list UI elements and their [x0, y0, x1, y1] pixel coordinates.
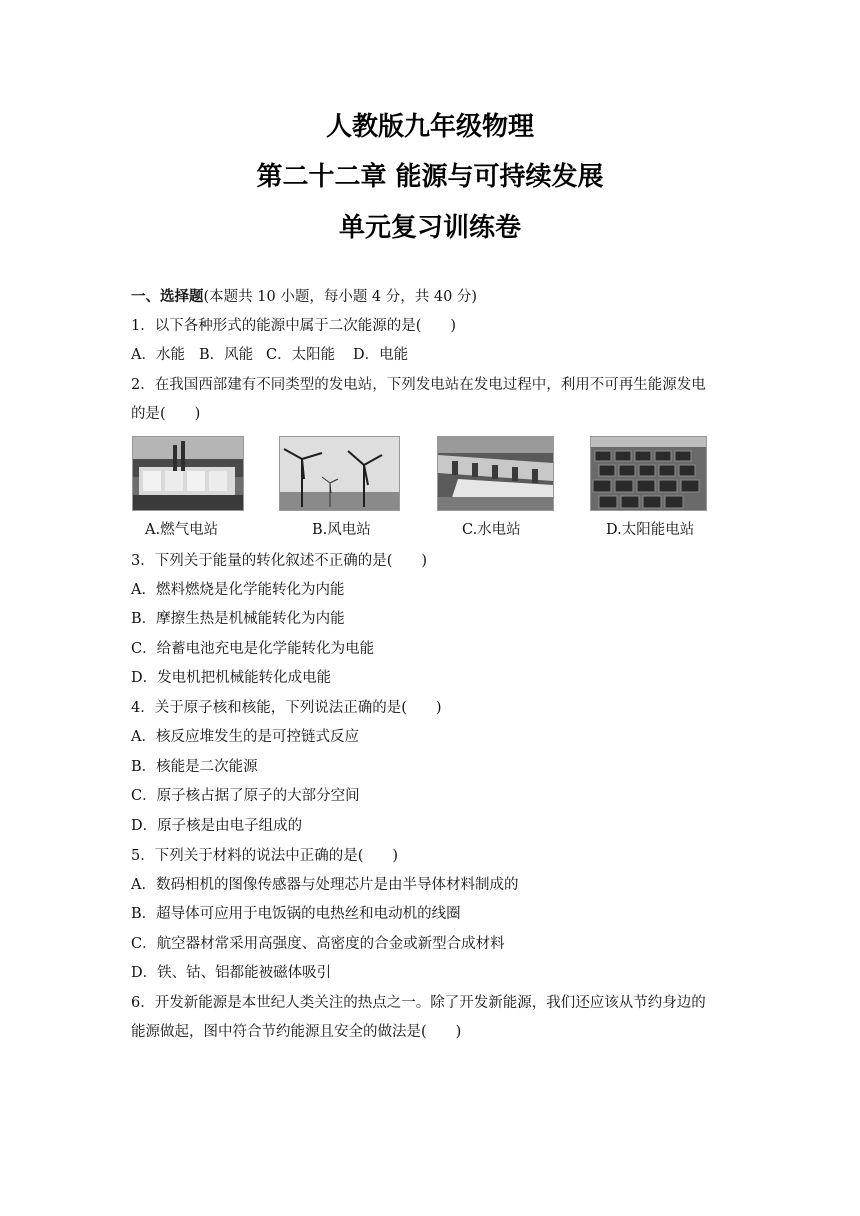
caption-a: A.燃气电站 — [145, 522, 219, 538]
question-5-option-c: C．航空器材常采用高强度、高密度的合金或新型合成材料 — [131, 936, 505, 952]
solar-panels-photo — [590, 436, 707, 511]
question-3-option-b: B．摩擦生热是机械能转化为内能 — [131, 611, 345, 627]
question-3-option-d: D．发电机把机械能转化成电能 — [131, 670, 332, 686]
question-4-stem: 4．关于原子核和核能，下列说法正确的是( ) — [131, 700, 442, 716]
caption-d: D.太阳能电站 — [606, 522, 695, 538]
unit-title: 单元复习训练卷 — [338, 213, 521, 243]
gas-power-station-photo — [132, 436, 244, 511]
option-d: D．电能 — [353, 347, 409, 363]
chapter-title: 第二十二章 能源与可持续发展 — [256, 162, 604, 192]
question-5-option-d: D．铁、钴、铝都能被磁体吸引 — [131, 965, 332, 981]
question-1-stem: 1．以下各种形式的能源中属于二次能源的是( ) — [131, 318, 457, 334]
question-6-stem-line1: 6．开发新能源是本世纪人类关注的热点之一。除了开发新能源，我们还应该从节约身边的 — [131, 995, 706, 1011]
option-c: C．太阳能 — [266, 347, 336, 363]
question-3-option-c: C．给蓄电池充电是化学能转化为电能 — [131, 641, 375, 657]
section-label: 一、选择题 — [131, 289, 204, 305]
option-a: A．水能 — [131, 347, 185, 363]
question-4-option-b: B．核能是二次能源 — [131, 759, 258, 775]
caption-b: B.风电站 — [312, 522, 371, 538]
question-4-option-c: C．原子核占据了原子的大部分空间 — [131, 788, 360, 804]
question-5-stem: 5．下列关于材料的说法中正确的是( ) — [131, 848, 399, 864]
question-6-stem-line2: 能源做起，图中符合节约能源且安全的做法是( ) — [131, 1024, 462, 1040]
question-2-stem-line2: 的是( ) — [131, 406, 201, 422]
question-4-option-d: D．原子核是由电子组成的 — [131, 818, 303, 834]
section-desc: (本题共 10 小题，每小题 4 分，共 40 分) — [203, 289, 478, 305]
question-3-option-a: A．燃料燃烧是化学能转化为内能 — [131, 582, 345, 598]
question-4-option-a: A．核反应堆发生的是可控链式反应 — [131, 729, 359, 745]
section-heading — [131, 285, 477, 306]
question-2-stem-line1: 2．在我国西部建有不同类型的发电站，下列发电站在发电过程中，利用不可再生能源发电 — [131, 377, 706, 393]
caption-c: C.水电站 — [462, 522, 521, 538]
question-5-option-a: A．数码相机的图像传感器与处理芯片是由半导体材料制成的 — [131, 877, 519, 893]
question-1-options — [131, 343, 408, 364]
question-3-stem: 3．下列关于能量的转化叙述不正确的是( ) — [131, 553, 428, 569]
option-b: B．风能 — [199, 347, 254, 363]
wind-turbines-photo — [279, 436, 400, 511]
hydro-dam-photo — [437, 436, 554, 511]
document-title: 人教版九年级物理 — [325, 112, 534, 142]
question-5-option-b: B．超导体可应用于电饭锅的电热丝和电动机的线圈 — [131, 906, 461, 922]
